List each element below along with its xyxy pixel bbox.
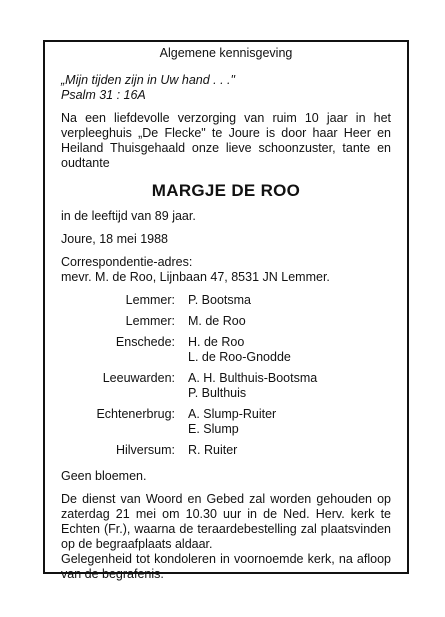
bible-quote: „Mijn tijden zijn in Uw hand . . ." — [61, 73, 235, 87]
family-member: A. Slump-Ruiter — [188, 407, 277, 421]
correspondence-block — [61, 255, 391, 285]
family-row — [61, 335, 391, 365]
family-place: Lemmer: — [125, 293, 175, 307]
family-member: P. Bootsma — [188, 293, 252, 307]
family-member: A. H. Bulthuis-Bootsma — [188, 371, 318, 385]
intro-paragraph: Na een liefdevolle verzorging van ruim 10 jaar in het verpleeghuis „De Flecke" te Joure is door haar Heer en Heiland Thuisgehaald onze lieve schoonzuster, tante en oudtante — [61, 111, 391, 170]
no-flowers-note: Geen bloemen. — [61, 469, 147, 483]
family-place: Enschede: — [115, 335, 175, 349]
family-member: L. de Roo-Gnodde — [188, 350, 291, 364]
age-line: in de leeftijd van 89 jaar. — [61, 209, 196, 223]
service-paragraph: De dienst van Woord en Gebed zal worden gehouden op zaterdag 21 mei om 10.30 uur in de Ned. Herv. kerk te Echten (Fr.), waarna de teraardebestelling zal plaatsvinden op de begraafplaats aldaar. — [61, 492, 391, 551]
family-row — [61, 293, 391, 308]
family-row — [61, 443, 391, 458]
notice-heading: Algemene kennisgeving — [159, 46, 293, 60]
family-list — [61, 293, 391, 458]
family-member: M. de Roo — [188, 314, 246, 328]
bible-reference: Psalm 31 : 16A — [61, 88, 146, 102]
family-row — [61, 371, 391, 401]
place-date: Joure, 18 mei 1988 — [61, 232, 169, 246]
family-place: Lemmer: — [125, 314, 175, 328]
condolence-paragraph: Gelegenheid tot kondoleren in voornoemde kerk, na afloop van de begrafenis. — [61, 552, 391, 581]
correspondence-label: Correspondentie-adres: — [61, 255, 193, 269]
correspondence-address: mevr. M. de Roo, Lijnbaan 47, 8531 JN Lemmer. — [61, 270, 330, 284]
death-notice-card — [43, 40, 409, 581]
family-member: H. de Roo — [188, 335, 245, 349]
family-place: Leeuwarden: — [102, 371, 175, 385]
family-member: E. Slump — [188, 422, 239, 436]
family-place: Echtenerbrug: — [96, 407, 175, 421]
family-row — [61, 407, 391, 437]
family-member: P. Bulthuis — [188, 386, 247, 400]
family-row — [61, 314, 391, 329]
family-place: Hilversum: — [115, 443, 175, 457]
deceased-name: MARGJE DE ROO — [151, 181, 301, 200]
family-member: R. Ruiter — [188, 443, 238, 457]
